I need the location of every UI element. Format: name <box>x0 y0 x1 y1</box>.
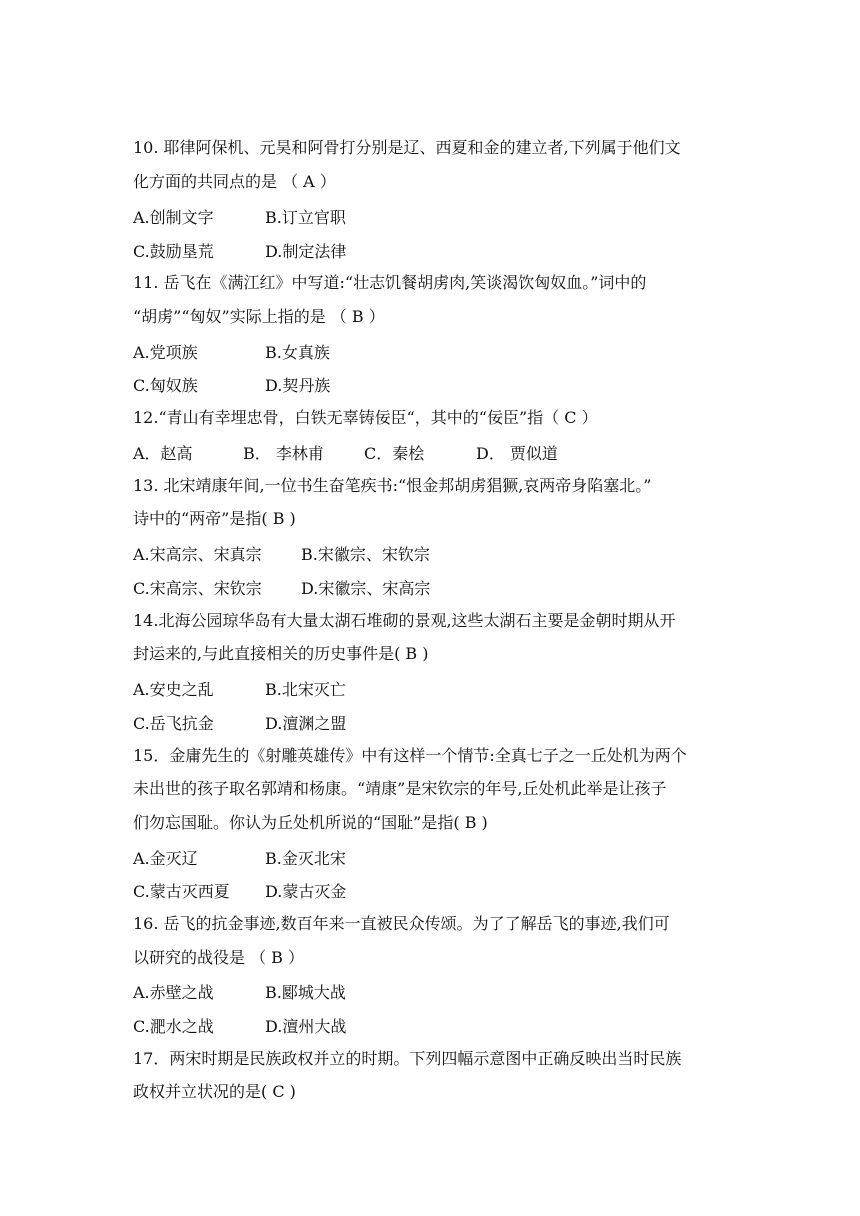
option-12-d: D． 贾似道 <box>476 444 558 463</box>
option-15-b: B.金灭北宋 <box>265 849 346 868</box>
question-15-line-2: 未出世的孩子取名郭靖和杨康。“靖康”是宋钦宗的年号,丘处机此举是让孩子 <box>133 779 667 798</box>
question-12-line-1: 12.“青山有幸埋忠骨，白铁无辜铸佞臣“，其中的“佞臣”指（ C ） <box>133 408 598 427</box>
question-10-line-1: 10. 耶律阿保机、元昊和阿骨打分别是辽、西夏和金的建立者,下列属于他们文 <box>133 138 681 157</box>
option-13-a: A.宋高宗、宋真宗 <box>133 545 262 564</box>
question-17-line-1: 17．两宋时期是民族政权并立的时期。下列四幅示意图中正确反映出当时民族 <box>133 1049 682 1068</box>
option-13-d: D.宋徽宗、宋高宗 <box>301 579 431 598</box>
option-10-c: C.鼓励垦荒 <box>133 242 214 261</box>
question-14-line-1: 14.北海公园琼华岛有大量太湖石堆砌的景观,这些太湖石主要是金朝时期从开 <box>133 611 676 630</box>
option-15-a: A.金灭辽 <box>133 849 198 868</box>
question-15-line-1: 15．金庸先生的《射雕英雄传》中有这样一个情节:全真七子之一丘处机为两个 <box>133 746 687 765</box>
option-16-c: C.淝水之战 <box>133 1017 214 1036</box>
option-15-d: D.蒙古灭金 <box>265 882 347 901</box>
option-12-b: B． 李林甫 <box>243 444 324 463</box>
option-16-b: B.郾城大战 <box>265 983 346 1002</box>
question-11-line-1: 11. 岳飞在《满江红》中写道:“壮志饥餐胡虏肉,笑谈渴饮匈奴血。”词中的 <box>133 273 647 292</box>
option-12-a: A．赵高 <box>133 444 193 463</box>
question-13-line-2: 诗中的“两帝”是指( B ) <box>133 509 296 528</box>
question-10-line-2: 化方面的共同点的是 （ A ） <box>133 172 336 191</box>
option-14-a: A.安史之乱 <box>133 680 214 699</box>
option-13-c: C.宋高宗、宋钦宗 <box>133 579 262 598</box>
option-14-b: B.北宋灭亡 <box>265 680 346 699</box>
option-10-a: A.创制文字 <box>133 208 214 227</box>
option-14-c: C.岳飞抗金 <box>133 714 214 733</box>
option-11-a: A.党项族 <box>133 343 198 362</box>
option-11-d: D.契丹族 <box>265 376 331 395</box>
question-11-line-2: “胡虏”“匈奴”实际上指的是 （ B ） <box>133 307 385 326</box>
option-10-b: B.订立官职 <box>265 208 346 227</box>
question-15-line-3: 们勿忘国耻。你认为丘处机所说的“国耻”是指( B ) <box>133 813 488 832</box>
question-16-line-2: 以研究的战役是 （ B ） <box>133 948 305 967</box>
option-16-d: D.澶州大战 <box>265 1017 347 1036</box>
option-15-c: C.蒙古灭西夏 <box>133 882 230 901</box>
question-17-line-2: 政权并立状况的是( C ) <box>133 1082 296 1101</box>
option-11-b: B.女真族 <box>265 343 330 362</box>
option-16-a: A.赤壁之战 <box>133 983 214 1002</box>
option-14-d: D.澶渊之盟 <box>265 714 347 733</box>
option-13-b: B.宋徽宗、宋钦宗 <box>301 545 430 564</box>
option-12-c: C．秦桧 <box>364 444 425 463</box>
option-11-c: C.匈奴族 <box>133 376 198 395</box>
question-14-line-2: 封运来的,与此直接相关的历史事件是( B ) <box>133 644 429 663</box>
question-16-line-1: 16. 岳飞的抗金事迹,数百年来一直被民众传颂。为了了解岳飞的事迹,我们可 <box>133 914 670 933</box>
question-13-line-1: 13. 北宋靖康年间,一位书生奋笔疾书:“恨金邦胡虏猖獗,哀两帝身陷塞北。” <box>133 476 652 495</box>
option-10-d: D.制定法律 <box>265 242 347 261</box>
